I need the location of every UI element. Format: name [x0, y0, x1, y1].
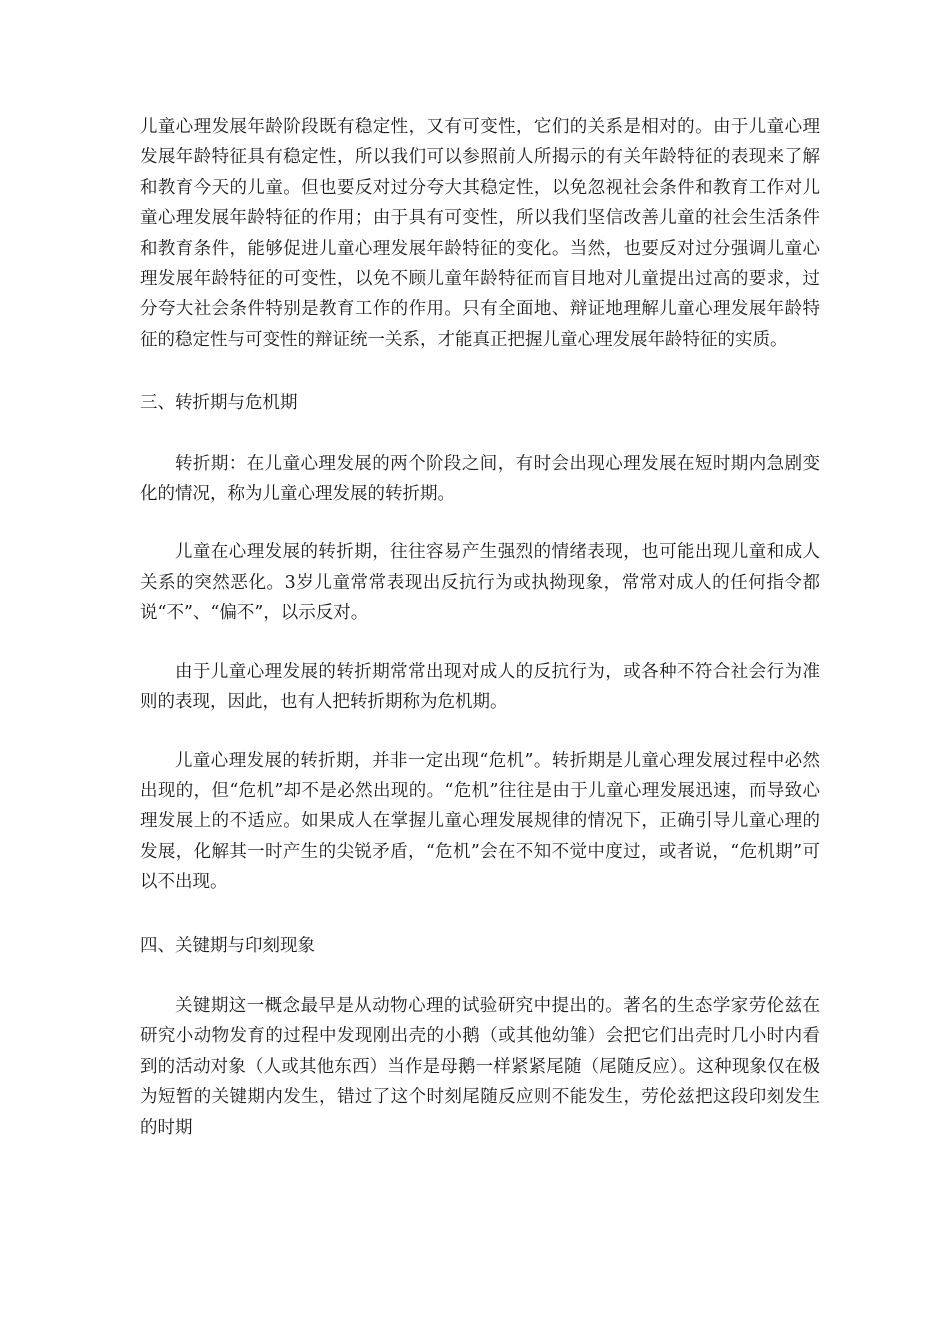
section-heading-transition-crisis: 三、转折期与危机期: [140, 393, 298, 414]
paragraph-transition-emotions: 儿童在心理发展的转折期，往往容易产生强烈的情绪表现，也可能出现儿童和成人关系的突然恶化。3岁儿童常常表现出反抗行为或执拗现象，常常对成人的任何指令都说“不”、“偏不”，以示反对。: [140, 542, 820, 624]
section-heading-critical-imprinting: 四、关键期与印刻现象: [140, 935, 315, 956]
paragraph-crisis-period: 由于儿童心理发展的转折期常常出现对成人的反抗行为，或各种不符合社会行为准则的表现，因此，也有人把转折期称为危机期。: [140, 661, 820, 713]
document-page: [140, 112, 820, 1143]
paragraph-critical-period: 关键期这一概念最早是从动物心理的试验研究中提出的。著名的生态学家劳伦兹在研究小动物发育的过程中发现刚出壳的小鹅（或其他幼雏）会把它们出壳时几小时内看到的活动对象（人或其他东西）当作是母鹅一样紧紧尾随（尾随反应）。这种现象仅在极为短暂的关键期内发生，错过了这个时刻尾随反应则不能发生，劳伦兹把这段印刻发生的时期: [140, 995, 820, 1138]
paragraph-transition-definition: 转折期：在儿童心理发展的两个阶段之间，有时会出现心理发展在短时期内急剧变化的情况，称为儿童心理发展的转折期。: [140, 453, 820, 505]
paragraph-crisis-not-inevitable: 儿童心理发展的转折期，并非一定出现“危机”。转折期是儿童心理发展过程中必然出现的，但“危机”却不是必然出现的。“危机”往往是由于儿童心理发展迅速，而导致心理发展上的不适应。如果成人在掌握儿童心理发展规律的情况下，正确引导儿童心理的发展，化解其一时产生的尖锐矛盾，“危机”会在不知不觉中度过，或者说，“危机期”可以不出现。: [140, 750, 820, 893]
paragraph-age-stability: 儿童心理发展年龄阶段既有稳定性，又有可变性，它们的关系是相对的。由于儿童心理发展年龄特征具有稳定性，所以我们可以参照前人所揭示的有关年龄特征的表现来了解和教育今天的儿童。但也要反对过分夸大其稳定性，以免忽视社会条件和教育工作对儿童心理发展年龄特征的作用；由于具有可变性，所以我们坚信改善儿童的社会生活条件和教育条件，能够促进儿童心理发展年龄特征的变化。当然，也要反对过分强调儿童心理发展年龄特征的可变性，以免不顾儿童年龄特征而盲目地对儿童提出过高的要求，过分夸大社会条件特别是教育工作的作用。只有全面地、辩证地理解儿童心理发展年龄特征的稳定性与可变性的辩证统一关系，才能真正把握儿童心理发展年龄特征的实质。: [140, 117, 820, 350]
